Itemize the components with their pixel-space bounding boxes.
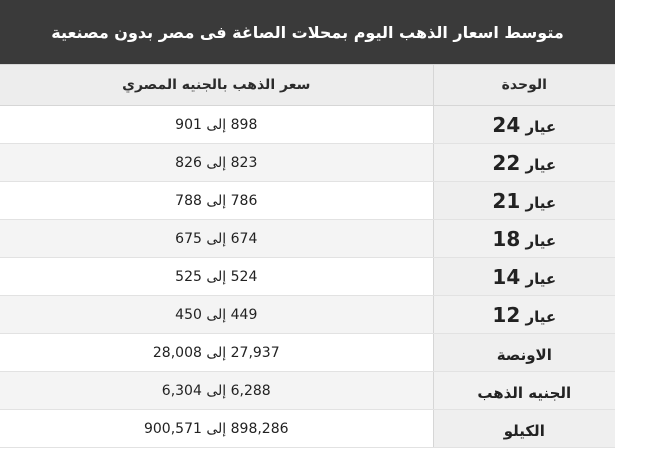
unit-word: الاونصة: [496, 345, 552, 364]
unit-cell: [433, 182, 615, 220]
unit-number: 22: [492, 150, 521, 175]
unit-cell: [433, 258, 615, 296]
unit-word: الكيلو: [503, 421, 545, 440]
table-title-row: [0, 0, 615, 65]
table-row: [0, 144, 615, 182]
table-row: [0, 106, 615, 144]
price-cell: 823 إلى 826: [0, 144, 433, 182]
unit-word: الجنيه الذهب: [477, 383, 572, 402]
unit-cell: [433, 106, 615, 144]
unit-number: 12: [492, 302, 521, 327]
unit-word: عيار: [525, 155, 557, 174]
price-cell: 6,288 إلى 6,304: [0, 372, 433, 410]
price-cell: 674 إلى 675: [0, 220, 433, 258]
price-cell: 27,937 إلى 28,008: [0, 334, 433, 372]
table-row: [0, 220, 615, 258]
table-row: [0, 296, 615, 334]
unit-cell: [433, 220, 615, 258]
unit-word: عيار: [525, 117, 557, 136]
unit-word: عيار: [525, 269, 557, 288]
unit-number: 18: [492, 226, 521, 251]
table-row: [0, 410, 615, 448]
unit-cell: [433, 296, 615, 334]
table-row: [0, 334, 615, 372]
header-unit: الوحدة: [433, 65, 615, 106]
price-cell: 786 إلى 788: [0, 182, 433, 220]
price-cell: 898,286 إلى 900,571: [0, 410, 433, 448]
header-price: سعر الذهب بالجنيه المصري: [0, 65, 433, 106]
unit-number: 21: [492, 188, 521, 213]
unit-number: 14: [492, 264, 521, 289]
table-row: [0, 372, 615, 410]
price-cell: 449 إلى 450: [0, 296, 433, 334]
unit-cell: [433, 334, 615, 372]
unit-cell: [433, 144, 615, 182]
unit-cell: [433, 410, 615, 448]
unit-word: عيار: [525, 307, 557, 326]
unit-word: عيار: [525, 231, 557, 250]
table-header-row: [0, 65, 615, 106]
price-cell: 898 إلى 901: [0, 106, 433, 144]
table-row: [0, 258, 615, 296]
table-row: [0, 182, 615, 220]
unit-cell: [433, 372, 615, 410]
unit-word: عيار: [525, 193, 557, 212]
price-cell: 524 إلى 525: [0, 258, 433, 296]
table-title: متوسط اسعار الذهب اليوم بمحلات الصاغة فى مصر بدون مصنعية: [0, 0, 615, 65]
unit-number: 24: [492, 112, 521, 137]
